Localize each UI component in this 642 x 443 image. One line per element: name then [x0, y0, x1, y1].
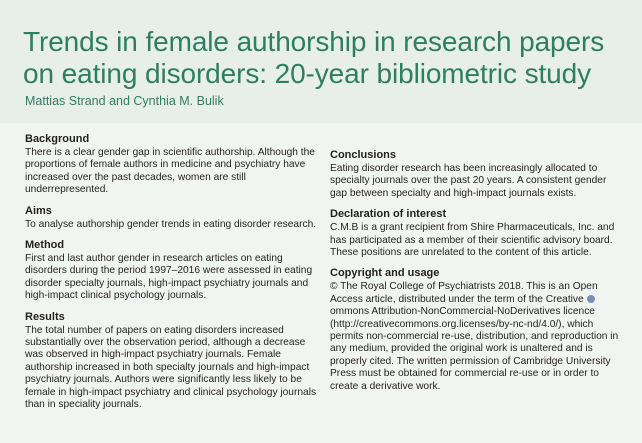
aims-text: To analyse authorship gender trends in eating disorder research. [25, 218, 317, 230]
conclusions-text: Eating disorder research has been increasingly allocated to specialty journals over the past 20 years. A consistent gender gap between specialty and high-impact journals exists. [330, 163, 607, 199]
background-heading: Background [25, 133, 90, 145]
aims-heading: Aims [25, 204, 52, 217]
copyright-section [330, 267, 625, 393]
declaration-text: C.M.B is a grant recipient from Shire Pharmaceuticals, Inc. and has participated as a member of their scientific advisory board. These positions are unrelated to the content of this article. [330, 222, 615, 259]
results-heading: Results [25, 310, 65, 323]
declaration-section [330, 208, 625, 259]
copyright-text-after: ommons Attribution-NonCommercial-NoDerivatives licence (http://creativecommons.org.licenses/by-nc-nd/4.0/), which permits non-commercial re-use, distribution, and reproduction in any medium, provided the original work is unaltered and is properly cited. The written permission of Cambridge University Press must be obtained for commercial re-use or in order to create a derivative work. [330, 306, 619, 392]
copyright-text [330, 281, 625, 393]
conclusions-section [330, 149, 625, 200]
method-section [25, 239, 317, 303]
copyright-heading: Copyright and usage [330, 267, 440, 280]
background-text: There is a clear gender gap in scientific authorship. Although the proportions of female authors in medicine and psychiatry have increased over the past decades, women are still underrepresented. [25, 147, 315, 196]
declaration-heading: Declaration of interest [330, 208, 447, 221]
results-text: The total number of papers on eating disorders increased substantially over the observation period, although a decrease was observed in high-impact psychiatry journals. Female authorship increased in both specialty journals and high-impact psychiatry journals. Authors were significantly less likely to be female in high-impact psychiatry and clinical psychology journals than in speciality journals. [25, 324, 317, 411]
creative-commons-icon [587, 295, 595, 303]
abstract-left-column [25, 133, 317, 420]
abstract-right-column [330, 149, 625, 401]
article-authors: Mattias Strand and Cynthia M. Bulik [25, 94, 224, 108]
article-title: Trends in female authorship in research papers on eating disorders: 20-year bibliometric study [23, 26, 605, 89]
abstract-panel [0, 123, 642, 443]
aims-section [25, 205, 317, 231]
results-section [25, 311, 317, 412]
background-section [25, 133, 317, 197]
copyright-text-before: © The Royal College of Psychiatrists 2018. This is an Open Access article, distributed under the term of the Creative [330, 281, 598, 305]
article-header [0, 0, 642, 123]
method-heading: Method [25, 239, 65, 252]
conclusions-heading: Conclusions [330, 149, 397, 161]
method-text: First and last author gender in research articles on eating disorders during the period 1997–2016 were assessed in eating disorder specialty journals, high-impact psychiatry journals and high-impact clinical psychology journals. [25, 253, 313, 302]
